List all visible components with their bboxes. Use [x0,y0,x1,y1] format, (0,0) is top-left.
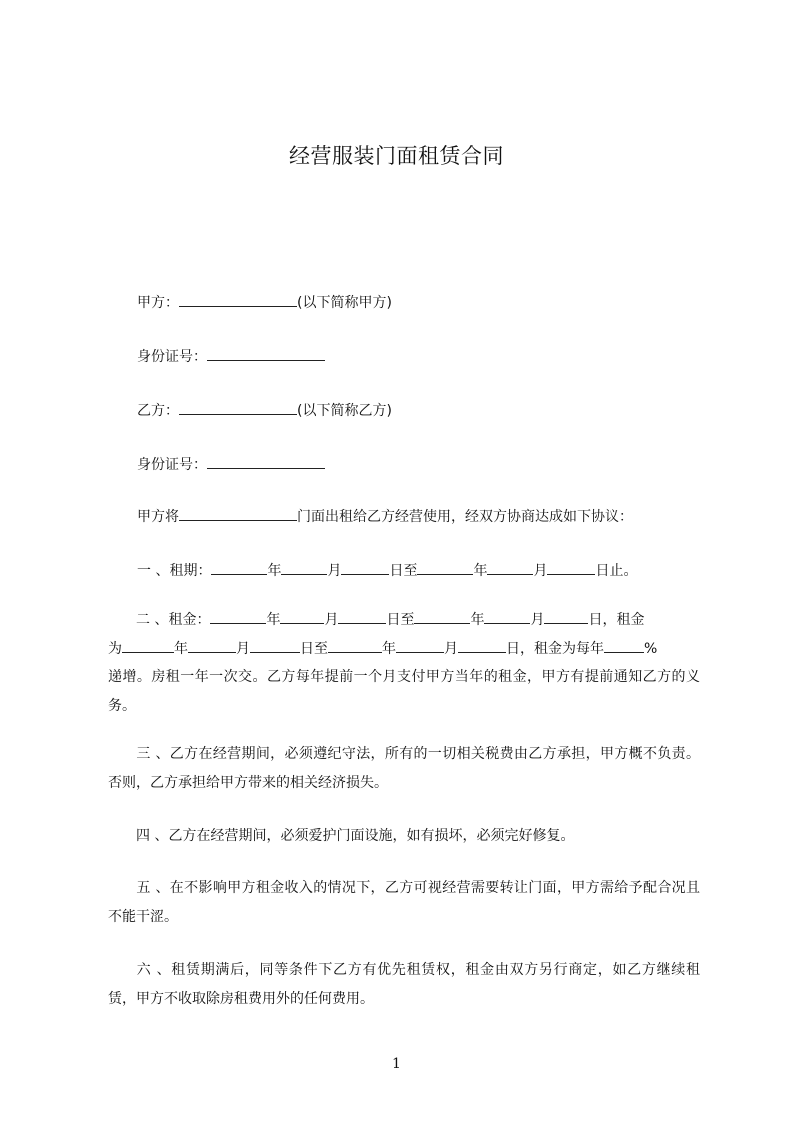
unit-text: 年 [267,563,282,579]
clause-1 [137,560,637,580]
party-a-id-label: 身份证号： [137,349,207,365]
blank [210,609,266,624]
clause-3 [108,740,700,797]
clause-1-head: 一 、租期： [137,563,212,579]
unit-text: 日至 [300,640,328,657]
blank [604,638,644,653]
blank [188,638,236,653]
unit-text: % [644,640,658,657]
clause-5 [108,874,700,931]
clause-3-text: 三 、乙方在经营期间，必须遵纪守法，所有的一切相关税费由乙方承担，甲方概不负责。否则，乙方承担给甲方带来的相关经济损失。 [108,746,700,791]
clause-2-line-1 [108,606,700,635]
unit-text: 月 [444,640,458,657]
blank [544,609,588,624]
clause-2-rest: 递增。房租一年一次交。乙方每年提前一个月支付甲方当年的租金，甲方有提前通知乙方的义务。 [108,669,700,714]
clause-2-head: 二 、租金： [136,612,211,628]
unit-text: 为 [108,640,122,657]
unit-text: 月 [236,640,250,657]
unit-text: 年 [470,612,485,628]
unit-text: 年 [473,563,488,579]
unit-text: 月 [533,563,548,579]
unit-text: 日，租金为每年 [506,640,604,657]
blank [487,560,533,575]
blank [211,560,267,575]
clause-2 [108,606,700,720]
clause-6-text: 六 、租赁期满后，同等条件下乙方有优先租赁权，租金由双方另行商定，如乙方继续租赁，甲方不收取除房租费用外的任何费用。 [108,962,700,1007]
party-a-line [137,292,392,312]
party-b-blank [179,400,297,415]
document-title: 经营服装门面租赁合同 [289,144,504,168]
party-a-suffix: (以下简称甲方) [297,295,392,311]
unit-text: 日至 [386,612,415,628]
intro-suffix: 门面出租给乙方经营使用，经双方协商达成如下协议： [297,509,633,525]
party-a-id-line [137,346,325,366]
intro-prefix: 甲方将 [137,509,179,525]
clause-6 [108,956,700,1013]
party-a-blank [179,292,297,307]
party-b-id-label: 身份证号： [137,457,207,473]
blank [281,560,327,575]
party-a-label: 甲方： [137,295,179,311]
premises-blank [179,506,297,521]
party-b-label: 乙方： [137,403,179,419]
blank [458,638,506,653]
clause-4-text: 四 、乙方在经营期间，必须爱护门面设施，如有损坏，必须完好修复。 [136,828,575,844]
unit-text: 月 [530,612,545,628]
blank [396,638,444,653]
unit-text: 日止。 [595,563,638,579]
party-b-id-line [137,454,325,474]
blank [414,609,470,624]
party-b-id-blank [207,454,325,469]
clause-2-line-2 [108,635,700,664]
blank [484,609,530,624]
unit-text: 日至 [389,563,418,579]
blank [341,560,389,575]
clause-5-text: 五 、在不影响甲方租金收入的情况下，乙方可视经营需要转让门面，甲方需给予配合况且不能干涩。 [108,880,700,925]
unit-text: 月 [327,563,342,579]
unit-text: 月 [324,612,339,628]
blank [338,609,386,624]
intro-line [137,506,633,526]
blank [547,560,595,575]
party-b-line [137,400,392,420]
party-b-suffix: (以下简称乙方) [297,403,392,419]
unit-text: 日，租金 [588,612,645,628]
unit-text: 年 [382,640,396,657]
blank [122,638,174,653]
clause-4 [108,822,700,851]
blank [280,609,324,624]
party-a-id-blank [207,346,325,361]
unit-text: 年 [266,612,281,628]
page-number: 1 [392,1056,401,1072]
blank [417,560,473,575]
blank [328,638,382,653]
unit-text: 年 [174,640,188,657]
blank [250,638,300,653]
